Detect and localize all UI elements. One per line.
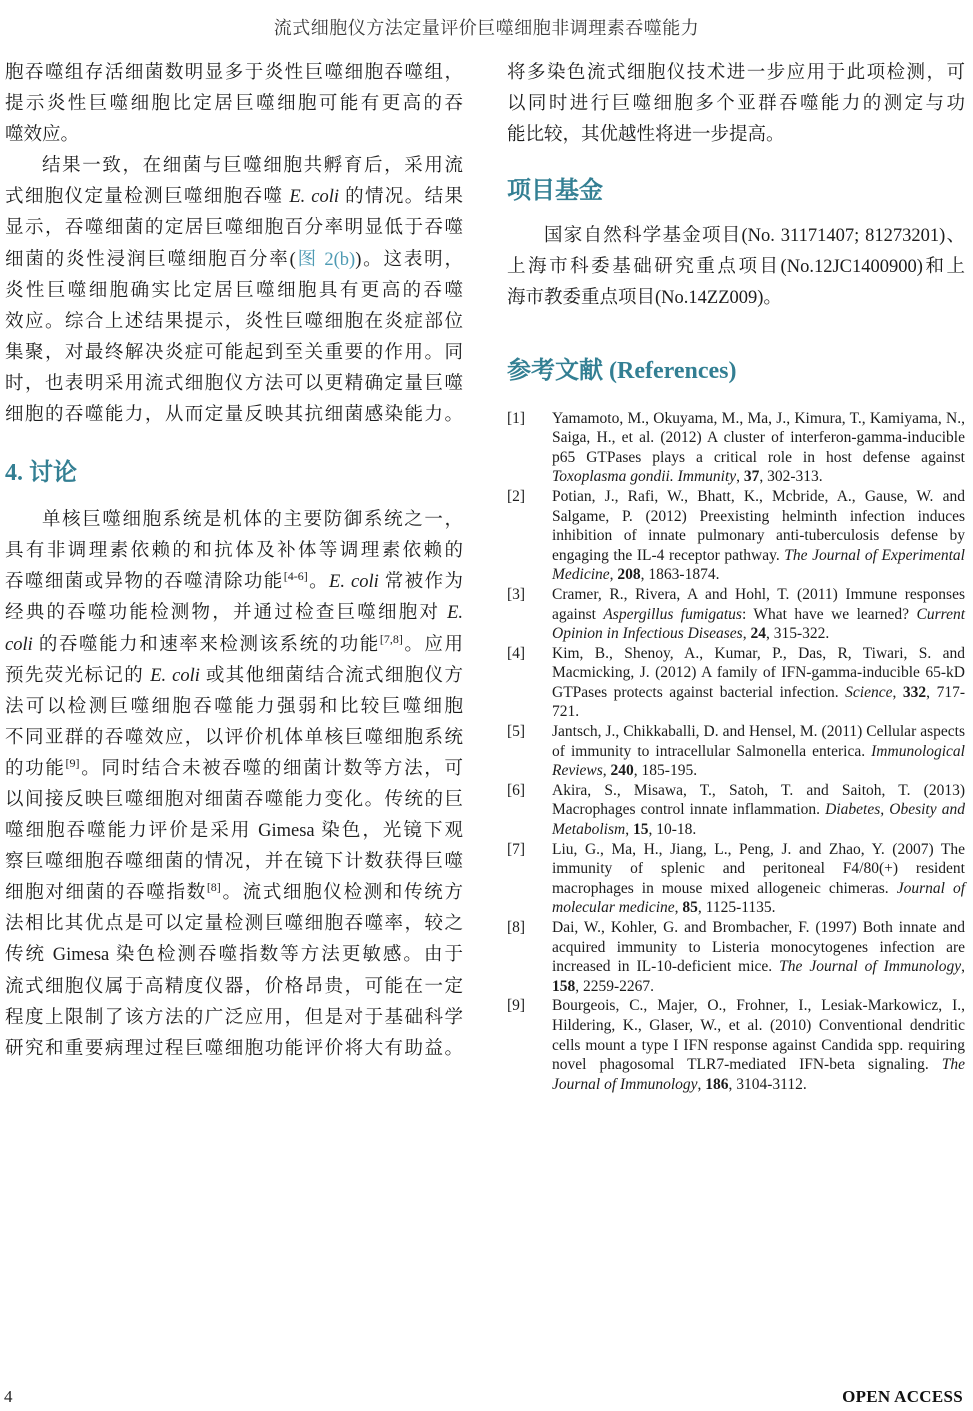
italic-text: The Journal of Immunology: [779, 958, 962, 976]
section-heading-discussion: 4. 讨论: [5, 460, 77, 487]
reference-text: Potian, J., Rafi, W., Bhatt, K., Mcbride, A., Gause, W. and Salgame, P. (2012) Preexisting helminth infection induces inhibition of innate pulmonary anti-tuberculosis defense by engaging the IL-4 receptor pathway. The Journal of Experimental Medicine, 208, 1863-1874.: [552, 487, 965, 584]
left-column: [5, 58, 463, 1065]
text-line: 时，也表明采用流式细胞仪方法可以更精确定量巨噬: [5, 373, 463, 394]
italic-text: Aspergillus fumigatus: [603, 605, 742, 623]
italic-text: Current Opinion in Infectious Diseases: [552, 605, 966, 643]
reference-number: [4]: [507, 644, 526, 662]
italic-text: Immunological Reviews: [552, 742, 965, 780]
bold-volume-number: 332: [902, 683, 927, 701]
reference-text: Liu, G., Ma, H., Jiang, L., Peng, J. and Zhao, Y. (2007) The immunity of splenic and peritoneal F4/80(+) resident macrophages in mouse mixed allogeneic chimeras. Journal of molecular medicine, 85, 1125-1135.: [552, 840, 966, 917]
reference-item-7: [507, 840, 965, 918]
text-line: 胞吞噬组存活细菌数明显多于炎性巨噬细胞吞噬组，: [5, 63, 463, 83]
text-line: 炎性巨噬细胞确实比定居巨噬细胞具有更高的吞噬: [5, 280, 463, 301]
reference-number: [7]: [507, 840, 526, 858]
reference-number: [9]: [507, 997, 526, 1015]
footer-page-number: 4: [4, 1387, 13, 1406]
text-line: 吞噬细菌或异物的吞噬清除功能[4-6]。E. coli 常被作为: [5, 569, 463, 593]
section-heading-references: 参考文献 (References): [507, 357, 737, 384]
page-title: 流式细胞仪方法定量评价巨噬细胞非调理素吞噬能力: [273, 18, 700, 38]
text-line: 以间接反映巨噬细胞对细菌吞噬能力变化。传统的巨: [5, 789, 463, 810]
text-line: 结果一致，在细菌与巨噬细胞共孵育后，采用流: [42, 156, 463, 177]
text-line: 传统 Gimesa 染色检测吞噬指数等方法更敏感。由于: [5, 945, 463, 966]
text-line: 以同时进行巨噬细胞多个亚群吞噬能力的测定与功: [507, 94, 965, 115]
reference-item-1: [507, 409, 965, 487]
italic-text: The Journal of Immunology: [552, 1056, 965, 1093]
bold-volume-number: 158: [552, 977, 576, 995]
text-line: 国家自然科学基金项目(No. 31171407; 81273201)、: [544, 226, 965, 247]
bold-volume-number: 186: [705, 1075, 729, 1093]
reference-item-5: [507, 722, 965, 781]
reference-item-3: [507, 585, 965, 644]
italic-text: coli: [5, 634, 33, 655]
reference-text: Kim, B., Shenoy, A., Kumar, P., Das, R, Tiwari, S. and Macmicking, J. (2012) A family of IFN-gamma-inducible 65-kD GTPases protects against bacterial infection. Science, 332, 717-721.: [552, 644, 966, 721]
text-line: 上海市科委基础研究重点项目(No.12JC1400900)和上: [507, 257, 965, 278]
text-line: 察巨噬细胞吞噬细菌的情况，并在镜下计数获得巨噬: [5, 852, 463, 873]
references-list: [507, 409, 965, 1095]
citation-marker: [4-6]: [283, 569, 308, 584]
text-line: 的功能[9]。同时结合未被吞噬的细菌计数等方法，可: [5, 755, 463, 779]
reference-item-6: [507, 781, 965, 840]
text-line: coli 的吞噬能力和速率来检测该系统的功能[7,8]。应用: [5, 631, 463, 655]
italic-text: Science: [845, 683, 893, 701]
bold-volume-number: 85: [682, 899, 698, 917]
text-line: 式细胞仪定量检测巨噬细胞吞噬 E. coli 的情况。结果: [5, 187, 463, 208]
text-line: 程度上限制了该方法的广泛应用，但是对于基础科学: [5, 1007, 463, 1028]
reference-number: [2]: [507, 487, 526, 505]
right-column: [507, 58, 965, 1094]
text-line: 将多染色流式细胞仪技术进一步应用于此项检测，可: [507, 63, 965, 83]
bold-volume-number: 208: [617, 566, 641, 584]
text-line: 提示炎性巨噬细胞比定居巨噬细胞可能有更高的吞: [5, 94, 463, 115]
bold-volume-number: 37: [743, 468, 760, 486]
italic-text: E. coli: [289, 187, 340, 208]
citation-marker: [7,8]: [379, 631, 403, 646]
reference-text: Jantsch, J., Chikkaballi, D. and Hensel, M. (2011) Cellular aspects of immunity to intracellular Salmonella enterica. Immunological Reviews, 240, 185-195.: [552, 723, 965, 780]
italic-text: The Journal of Experimental Medicine: [552, 546, 965, 584]
reference-item-8: [507, 918, 965, 996]
bold-volume-number: 24: [750, 625, 766, 643]
text-line: 细胞对细菌的吞噬指数[8]。流式细胞仪检测和传统方: [5, 880, 463, 904]
text-line: 细菌的炎性浸润巨噬细胞百分率(图 2(b))。这表明，: [5, 249, 463, 270]
text-line: 海市教委重点项目(No.14ZZ009)。: [507, 288, 782, 309]
text-line: 单核巨噬细胞系统是机体的主要防御系统之一，: [42, 510, 463, 531]
text-line: 噬细胞吞噬能力评价是采用 Gimesa 染色，光镜下观: [5, 821, 463, 842]
italic-text: Toxoplasma gondii. Immunity: [552, 468, 737, 486]
bold-volume-number: 240: [610, 762, 634, 780]
text-line: 流式细胞仪属于高精度仪器，价格昂贵，可能在一定: [5, 976, 463, 997]
reference-text: Dai, W., Kohler, G. and Brombacher, F. (1997) Both innate and acquired immunity to Listeria monocytogenes infection are increased in IL-10-deficient mice. The Journal of Immunology, 158, 2259-2267.: [552, 919, 965, 995]
reference-number: [1]: [507, 409, 526, 427]
text-line: 显示，吞噬细菌的定居巨噬细胞百分率明显低于吞噬: [5, 218, 463, 239]
text-line: 研究和重要病理过程巨噬细胞功能评价将大有助益。: [5, 1038, 463, 1059]
text-line: 法相比其优点是可以定量检测巨噬细胞吞噬率，较之: [5, 914, 463, 935]
text-line: 能比较，其优越性将进一步提高。: [507, 125, 785, 146]
citation-marker: [9]: [65, 755, 80, 770]
text-line: 法可以检测巨噬细胞吞噬能力强弱和比较巨噬细胞: [5, 696, 463, 717]
reference-text: Yamamoto, M., Okuyama, M., Ma, J., Kimura, T., Kamiyama, N., Saiga, H., et al. (2012) A cluster of interferon-gamma-inducible p65 GTPases plays a critical role in host defense against Toxoplasma gondii. Immunity, 37, 302-313.: [552, 409, 965, 486]
open-access-label: OPEN ACCESS: [842, 1387, 963, 1406]
reference-text: Bourgeois, C., Majer, O., Frohner, I., Lesiak-Markowicz, I., Hildering, K., Glaser, W., et al. (2010) Conventional dendritic cells mount a type I IFN response against Candida spp. requiring novel phagosomal TLR7-mediated IFN-beta signaling. The Journal of Immunology, 186, 3104-3112.: [552, 997, 965, 1093]
italic-text: E.: [447, 603, 463, 624]
text-line: 不同亚群的吞噬效应，以评价机体单核巨噬细胞系统: [5, 727, 463, 748]
italic-text: E. coli: [329, 572, 379, 593]
reference-text: Cramer, R., Rivera, A and Hohl, T. (2011) Immune responses against Aspergillus fumigatus: What have we learned? Current Opinion in Infectious Diseases, 24, 315-322.: [552, 585, 966, 643]
bold-volume-number: 15: [632, 821, 649, 839]
citation-marker: [8]: [206, 880, 221, 895]
reference-item-2: [507, 487, 965, 585]
text-line: 效应。综合上述结果提示，炎性巨噬细胞在炎症部位: [5, 311, 463, 332]
text-line: 噬效应。: [5, 125, 80, 146]
italic-text: Diabetes, Obesity and Metabolism: [552, 801, 965, 839]
reference-number: [3]: [507, 585, 526, 603]
reference-number: [6]: [507, 781, 526, 799]
figure-2b-link[interactable]: 图 2(b): [295, 249, 356, 270]
reference-number: [8]: [507, 919, 526, 936]
text-line: 预先荧光标记的 E. coli 或其他细菌结合流式细胞仪方: [5, 665, 463, 686]
text-line: 细胞的吞噬能力，从而定量反映其抗细菌感染能力。: [5, 405, 463, 426]
italic-text: Journal of molecular medicine: [552, 879, 966, 917]
text-line: 经典的吞噬功能检测物，并通过检查巨噬细胞对 E.: [5, 603, 463, 624]
text-line: 具有非调理素依赖的和抗体及补体等调理素依赖的: [5, 541, 463, 562]
reference-item-9: [507, 996, 965, 1094]
text-line: 集聚，对最终解决炎症可能起到至关重要的作用。同: [5, 342, 463, 363]
reference-item-4: [507, 644, 965, 722]
section-heading-funding: 项目基金: [507, 178, 603, 205]
italic-text: E. coli: [150, 665, 200, 686]
reference-text: Akira, S., Misawa, T., Satoh, T. and Saitoh, T. (2013) Macrophages control innate inflammation. Diabetes, Obesity and Metabolism, 15, 10-18.: [552, 781, 965, 839]
reference-number: [5]: [507, 723, 526, 741]
